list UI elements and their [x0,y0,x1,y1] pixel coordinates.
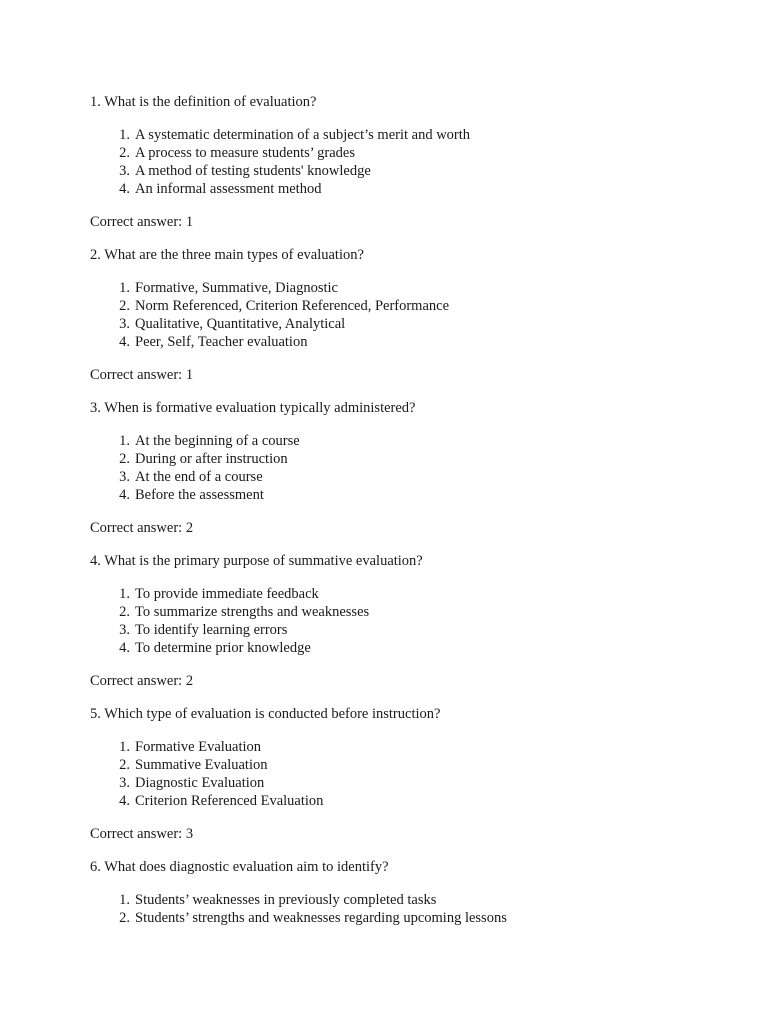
option-text: Formative Evaluation [135,739,262,755]
option-text: Peer, Self, Teacher evaluation [135,334,308,350]
option-item [90,792,730,810]
option-text: During or after instruction [135,451,288,467]
option-text: Before the assessment [135,487,264,503]
option-number: 3. [119,316,130,332]
option-number: 4. [119,181,130,197]
option-number: 2. [119,451,130,467]
option-text: Students’ weaknesses in previously completed tasks [135,892,437,908]
correct-answer: Correct answer: 1 [90,367,194,383]
option-number: 1. [119,433,130,449]
option-text: Qualitative, Quantitative, Analytical [135,316,346,332]
question-text: 6. What does diagnostic evaluation aim to identify? [90,859,389,875]
option-number: 1. [119,892,130,908]
correct-answer: Correct answer: 2 [90,520,194,536]
option-text: Summative Evaluation [135,757,268,773]
option-number: 1. [119,280,130,296]
correct-answer: Correct answer: 2 [90,673,194,689]
option-number: 1. [119,739,130,755]
option-text: Formative, Summative, Diagnostic [135,280,338,296]
options-list [90,126,730,198]
option-item [90,738,730,756]
correct-answer: Correct answer: 3 [90,826,194,842]
option-number: 2. [119,298,130,314]
option-text: A method of testing students' knowledge [135,163,371,179]
options-list [90,891,730,927]
option-number: 4. [119,793,130,809]
option-number: 2. [119,145,130,161]
option-item [90,756,730,774]
option-number: 3. [119,775,130,791]
option-item [90,468,730,486]
option-item [90,279,730,297]
option-number: 4. [119,640,130,656]
option-item [90,486,730,504]
options-list [90,585,730,657]
option-text: A process to measure students’ grades [135,145,355,161]
question-text: 3. When is formative evaluation typically administered? [90,400,416,416]
option-item [90,126,730,144]
option-item [90,450,730,468]
option-item [90,774,730,792]
options-list [90,738,730,810]
option-number: 1. [119,586,130,602]
option-item [90,144,730,162]
option-number: 4. [119,487,130,503]
option-number: 3. [119,622,130,638]
option-text: At the end of a course [135,469,263,485]
option-text: A systematic determination of a subject’s merit and worth [135,127,471,143]
option-number: 2. [119,757,130,773]
option-text: To summarize strengths and weaknesses [135,604,370,620]
question-text: 5. Which type of evaluation is conducted before instruction? [90,706,441,722]
option-item [90,315,730,333]
option-text: To determine prior knowledge [135,640,311,656]
option-item [90,333,730,351]
option-number: 3. [119,469,130,485]
option-item [90,432,730,450]
option-item [90,180,730,198]
option-number: 4. [119,334,130,350]
quiz-document [90,93,730,942]
question-text: 4. What is the primary purpose of summative evaluation? [90,553,423,569]
correct-answer: Correct answer: 1 [90,214,194,230]
option-text: Students’ strengths and weaknesses regarding upcoming lessons [135,910,507,926]
option-item [90,297,730,315]
option-item [90,891,730,909]
option-number: 1. [119,127,130,143]
option-text: An informal assessment method [135,181,322,197]
question-text: 2. What are the three main types of evaluation? [90,247,364,263]
option-item [90,603,730,621]
option-item [90,909,730,927]
options-list [90,279,730,351]
option-item [90,585,730,603]
option-number: 3. [119,163,130,179]
options-list [90,432,730,504]
option-text: Norm Referenced, Criterion Referenced, Performance [135,298,450,314]
option-item [90,639,730,657]
option-item [90,162,730,180]
option-number: 2. [119,910,130,926]
option-item [90,621,730,639]
option-text: At the beginning of a course [135,433,300,449]
option-number: 2. [119,604,130,620]
option-text: To identify learning errors [135,622,288,638]
option-text: Criterion Referenced Evaluation [135,793,324,809]
option-text: To provide immediate feedback [135,586,319,602]
question-text: 1. What is the definition of evaluation? [90,94,317,110]
option-text: Diagnostic Evaluation [135,775,265,791]
